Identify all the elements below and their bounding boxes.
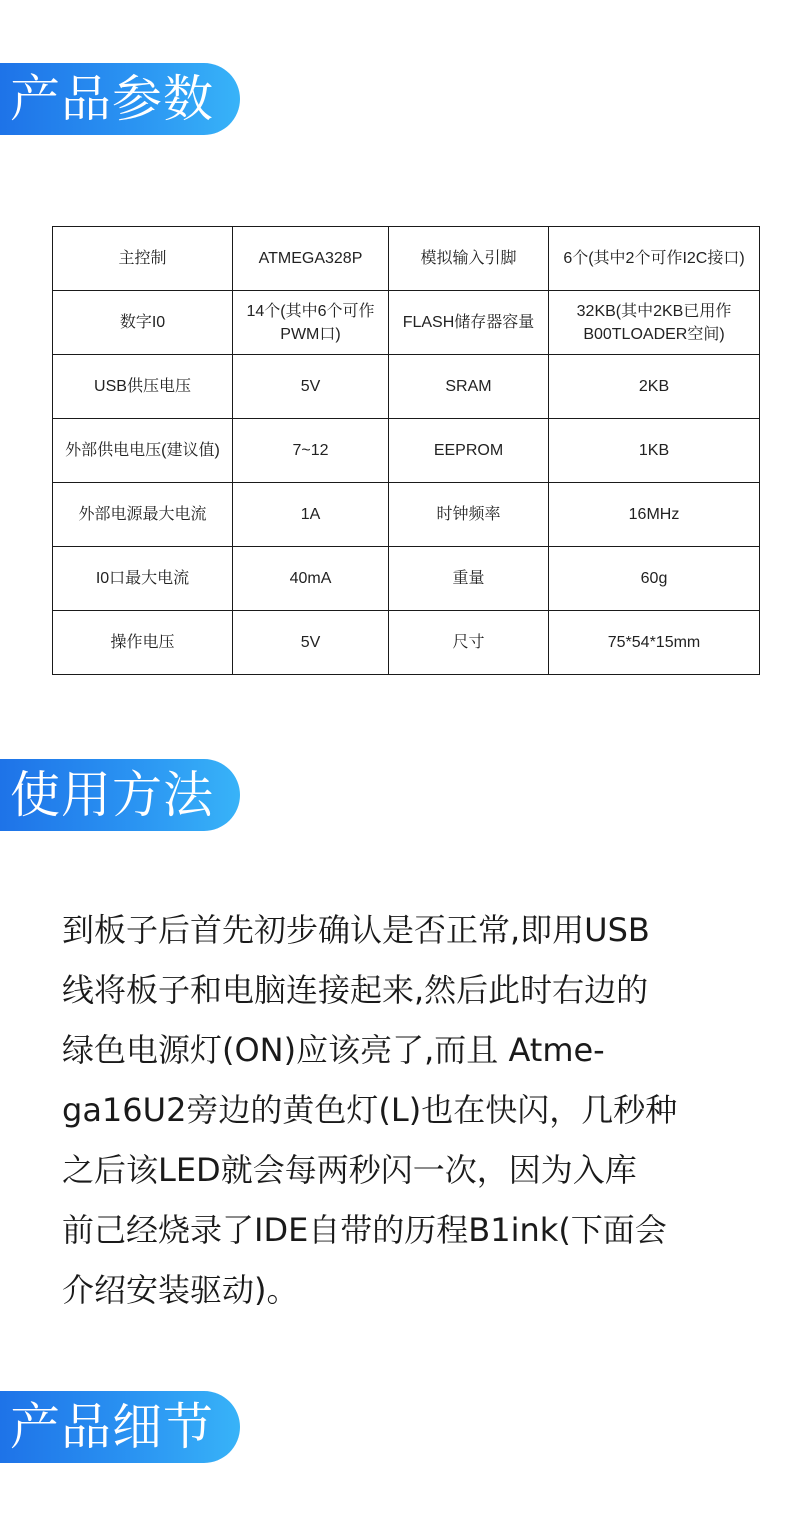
spec-value: 32KB(其中2KB已用作B00TLOADER空间) (549, 291, 760, 355)
spec-label: 时钟频率 (389, 483, 549, 547)
spec-label: 操作电压 (53, 611, 233, 675)
spec-label: 主控制 (53, 227, 233, 291)
usage-line: ga16U2旁边的黄色灯(L)也在快闪，几秒种 (62, 1091, 678, 1129)
section-header-params: 产品参数 (0, 63, 240, 135)
usage-line: 线将板子和电脑连接起来,然后此时右边的 (62, 971, 649, 1009)
spec-label: 外部电源最大电流 (53, 483, 233, 547)
spec-label: I0口最大电流 (53, 547, 233, 611)
table-row (53, 547, 760, 611)
table-row (53, 419, 760, 483)
spec-value: 40mA (233, 547, 389, 611)
table-row (53, 483, 760, 547)
spec-table (52, 226, 760, 675)
table-row (53, 611, 760, 675)
spec-value: 6个(其中2个可作I2C接口) (549, 227, 760, 291)
usage-line: 前己经烧录了IDE自带的历程B1ink(下面会 (62, 1211, 667, 1249)
spec-value: 1KB (549, 419, 760, 483)
section-header-usage: 使用方法 (0, 759, 240, 831)
usage-line: 之后该LED就会每两秒闪一次，因为入库 (62, 1151, 637, 1189)
spec-value: 14个(其中6个可作PWM口) (233, 291, 389, 355)
spec-label: 数字I0 (53, 291, 233, 355)
usage-line: 到板子后首先初步确认是否正常,即用USB (62, 911, 650, 949)
section-header-detail: 产品细节 (0, 1391, 240, 1463)
spec-label: SRAM (389, 355, 549, 419)
usage-line: 介绍安装驱动)。 (62, 1271, 299, 1309)
usage-instructions (62, 900, 722, 1320)
spec-label: FLASH储存器容量 (389, 291, 549, 355)
spec-value: 16MHz (549, 483, 760, 547)
spec-value: 5V (233, 611, 389, 675)
table-row (53, 355, 760, 419)
spec-value: 1A (233, 483, 389, 547)
usage-line: 绿色电源灯(ON)应该亮了,而且 Atme- (62, 1031, 605, 1069)
spec-value: 7~12 (233, 419, 389, 483)
spec-value: 60g (549, 547, 760, 611)
table-row (53, 227, 760, 291)
spec-value: 2KB (549, 355, 760, 419)
spec-label: 尺寸 (389, 611, 549, 675)
spec-value: ATMEGA328P (233, 227, 389, 291)
table-row (53, 291, 760, 355)
spec-label: USB供压电压 (53, 355, 233, 419)
spec-label: EEPROM (389, 419, 549, 483)
spec-label: 模拟输入引脚 (389, 227, 549, 291)
spec-value: 5V (233, 355, 389, 419)
spec-value: 75*54*15mm (549, 611, 760, 675)
spec-label: 外部供电电压(建议值) (53, 419, 233, 483)
spec-label: 重量 (389, 547, 549, 611)
